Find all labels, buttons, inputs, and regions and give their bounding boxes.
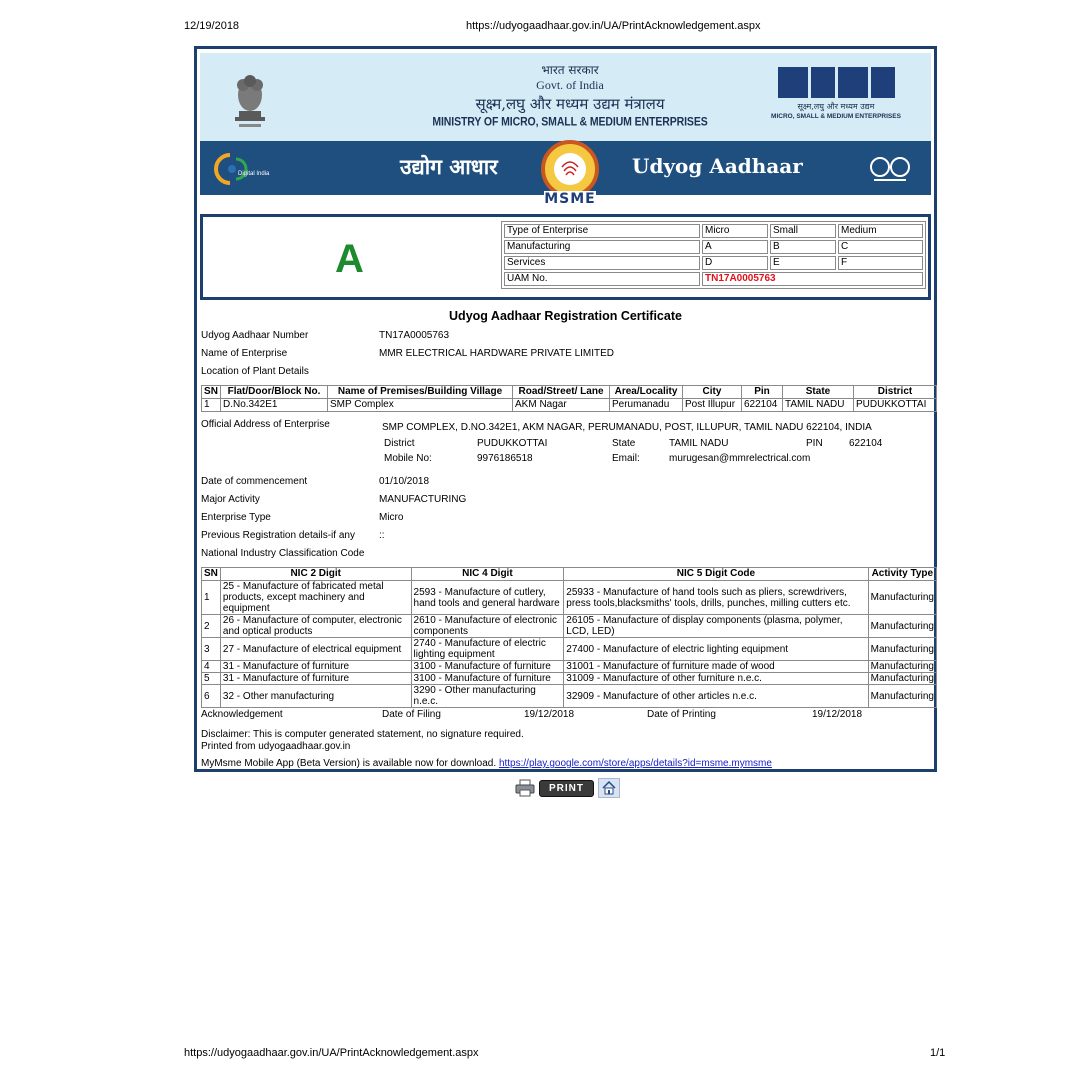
- column-header: Flat/Door/Block No.: [221, 386, 328, 399]
- table-cell: 27 - Manufacture of electrical equipment: [220, 638, 411, 661]
- seal-msme-text: MSME: [544, 191, 596, 207]
- district-label: District: [384, 438, 415, 449]
- home-button[interactable]: [598, 778, 620, 798]
- aadhaar-number: TN17A0005763: [379, 330, 450, 341]
- mobile-app-text: MyMsme Mobile App (Beta Version) is available now for download.: [201, 758, 497, 769]
- column-header: NIC 4 Digit: [411, 568, 564, 581]
- table-cell: Perumanadu: [610, 399, 683, 412]
- table-cell: 2: [202, 615, 221, 638]
- ministry-english: MINISTRY OF MICRO, SMALL & MEDIUM ENTERPRISES: [432, 115, 708, 129]
- official-address-label: Official Address of Enterprise: [201, 419, 330, 430]
- nic-table: [201, 567, 937, 708]
- table-row: [202, 399, 937, 412]
- footer-url: https://udyogaadhaar.gov.in/UA/PrintAcknowledgement.aspx: [184, 1047, 479, 1059]
- table-cell: 26 - Manufacture of computer, electronic and optical products: [220, 615, 411, 638]
- uam-label: UAM No.: [504, 272, 700, 286]
- column-header: Pin: [742, 386, 783, 399]
- table-cell: F: [838, 256, 923, 270]
- column-header: NIC 5 Digit Code: [564, 568, 868, 581]
- email-label: Email:: [612, 453, 640, 464]
- disclaimer: Disclaimer: This is computer generated statement, no signature required.: [201, 729, 524, 740]
- table-header-row: [202, 568, 937, 581]
- table-cell: 32 - Other manufacturing: [220, 685, 411, 708]
- enterprise-name: MMR ELECTRICAL HARDWARE PRIVATE LIMITED: [379, 348, 615, 359]
- table-cell: 3100 - Manufacture of furniture: [411, 661, 564, 673]
- printing-date-label: Date of Printing: [647, 709, 716, 720]
- ministry-banner: [200, 53, 931, 141]
- plant-details-label: Location of Plant Details: [201, 366, 309, 377]
- table-cell: C: [838, 240, 923, 254]
- pin-value: 622104: [849, 438, 883, 449]
- printing-date: 19/12/2018: [812, 709, 863, 720]
- msme-logo-english: MICRO, SMALL & MEDIUM ENTERPRISES: [771, 113, 901, 120]
- mobile-app-link[interactable]: https://play.google.com/store/apps/details?id=msme.mymsme: [498, 758, 772, 769]
- filing-date-label: Date of Filing: [382, 709, 441, 720]
- table-row: [504, 272, 923, 286]
- table-cell: Manufacturing: [868, 685, 936, 708]
- column-header: Name of Premises/Building Village: [328, 386, 513, 399]
- table-cell: 6: [202, 685, 221, 708]
- table-cell: 32909 - Manufacture of other articles n.e.c.: [564, 685, 868, 708]
- pin-label: PIN: [806, 438, 823, 449]
- prev-registration-label: Previous Registration details-if any: [201, 530, 355, 541]
- certificate-frame: [194, 46, 937, 772]
- table-cell: Medium: [838, 224, 923, 238]
- nic-label: National Industry Classification Code: [201, 548, 365, 559]
- official-address: SMP COMPLEX, D.NO.342E1, AKM NAGAR, PERUMANADU, POST, ILLUPUR, TAMIL NADU 622104, INDIA: [382, 422, 872, 433]
- national-emblem-icon: [225, 65, 275, 131]
- print-button[interactable]: PRINT: [539, 780, 594, 797]
- enterprise-category-box: [200, 214, 931, 300]
- print-controls: [515, 778, 620, 798]
- email-value: murugesan@mmrelectrical.com: [669, 453, 811, 464]
- commencement-label: Date of commencement: [201, 476, 308, 487]
- mobile-value: 9976186518: [477, 453, 533, 464]
- table-cell: Micro: [702, 224, 768, 238]
- table-cell: 31009 - Manufacture of other furniture n.e.c.: [564, 673, 868, 685]
- table-cell: Small: [770, 224, 836, 238]
- table-cell: E: [770, 256, 836, 270]
- aadhaar-number-label: Udyog Aadhaar Number: [201, 330, 309, 341]
- table-cell: Manufacturing: [868, 581, 936, 615]
- table-cell: AKM Nagar: [513, 399, 610, 412]
- column-header: Activity Type: [868, 568, 936, 581]
- table-cell: B: [770, 240, 836, 254]
- table-cell: Manufacturing: [868, 638, 936, 661]
- enterprise-type-value: Micro: [379, 512, 404, 523]
- table-cell: Manufacturing: [504, 240, 700, 254]
- mobile-label: Mobile No:: [384, 453, 432, 464]
- table-cell: 622104: [742, 399, 783, 412]
- state-value: TAMIL NADU: [669, 438, 729, 449]
- page-number: 1/1: [930, 1047, 946, 1059]
- udyog-english-title: Udyog Aadhaar: [632, 154, 803, 178]
- major-activity-label: Major Activity: [201, 494, 260, 505]
- table-cell: PUDUKKOTTAI: [854, 399, 937, 412]
- table-cell: Manufacturing: [868, 673, 936, 685]
- filing-date: 19/12/2018: [524, 709, 575, 720]
- table-cell: 25933 - Manufacture of hand tools such as pliers, screwdrivers, press tools,blacksmiths' tools, drills, punches, milling cutters etc.: [564, 581, 868, 615]
- column-header: NIC 2 Digit: [220, 568, 411, 581]
- table-cell: Services: [504, 256, 700, 270]
- column-header: Area/Locality: [610, 386, 683, 399]
- table-row: [504, 240, 923, 254]
- enterprise-type-label: Enterprise Type: [201, 512, 271, 523]
- udyog-hindi-title: उद्योग आधार: [400, 154, 498, 179]
- table-cell: 2740 - Manufacture of electric lighting equipment: [411, 638, 564, 661]
- mobile-app-notice: [201, 758, 772, 769]
- column-header: District: [854, 386, 937, 399]
- acknowledgement-label: Acknowledgement: [201, 709, 283, 720]
- table-cell: Type of Enterprise: [504, 224, 700, 238]
- table-cell: 27400 - Manufacture of electric lighting equipment: [564, 638, 868, 661]
- prev-registration-value: ::: [379, 530, 385, 541]
- table-row: [504, 224, 923, 238]
- table-cell: Manufacturing: [868, 615, 936, 638]
- state-label: State: [612, 438, 636, 449]
- digital-india-label: Digital India: [238, 171, 270, 177]
- msme-logo-icon: [766, 67, 906, 98]
- table-row: [504, 256, 923, 270]
- commencement-value: 01/10/2018: [379, 476, 430, 487]
- table-cell: SMP Complex: [328, 399, 513, 412]
- table-cell: 1: [202, 581, 221, 615]
- table-cell: 5: [202, 673, 221, 685]
- table-row: [202, 581, 937, 615]
- printed-from: Printed from udyogaadhaar.gov.in: [201, 741, 351, 752]
- table-cell: 2610 - Manufacture of electronic components: [411, 615, 564, 638]
- msme-logo: [766, 67, 906, 120]
- home-icon: [602, 781, 616, 795]
- column-header: SN: [202, 386, 221, 399]
- udyog-banner: [200, 141, 931, 207]
- table-row: [202, 673, 937, 685]
- major-activity-value: MANUFACTURING: [379, 494, 467, 505]
- table-cell: D: [702, 256, 768, 270]
- table-row: [202, 685, 937, 708]
- table-cell: D.No.342E1: [221, 399, 328, 412]
- table-cell: 1: [202, 399, 221, 412]
- print-date: 12/19/2018: [184, 20, 240, 32]
- uam-number: TN17A0005763: [702, 272, 923, 286]
- digital-india-icon: [212, 149, 292, 189]
- table-cell: 4: [202, 661, 221, 673]
- table-cell: 2593 - Manufacture of cutlery, hand tools and general hardware: [411, 581, 564, 615]
- table-cell: 26105 - Manufacture of display components (plasma, polymer, LCD, LED): [564, 615, 868, 638]
- print-url: https://udyogaadhaar.gov.in/UA/PrintAcknowledgement.aspx: [466, 20, 761, 32]
- table-cell: 31001 - Manufacture of furniture made of wood: [564, 661, 868, 673]
- category-table: [501, 221, 926, 289]
- gov-hindi: भारत सरकार: [541, 63, 599, 77]
- table-cell: 3: [202, 638, 221, 661]
- certificate-title: Udyog Aadhaar Registration Certificate: [449, 309, 682, 323]
- table-cell: TAMIL NADU: [783, 399, 854, 412]
- table-cell: Post Illupur: [683, 399, 742, 412]
- column-header: SN: [202, 568, 221, 581]
- table-cell: Manufacturing: [868, 661, 936, 673]
- table-cell: 3290 - Other manufacturing n.e.c.: [411, 685, 564, 708]
- category-letter: A: [335, 237, 364, 281]
- table-cell: 25 - Manufacture of fabricated metal products, except machinery and equipment: [220, 581, 411, 615]
- table-header-row: [202, 386, 937, 399]
- column-header: State: [783, 386, 854, 399]
- district-value: PUDUKKOTTAI: [477, 438, 548, 449]
- printer-icon[interactable]: [515, 779, 535, 797]
- column-header: City: [683, 386, 742, 399]
- table-row: [202, 638, 937, 661]
- table-cell: 3100 - Manufacture of furniture: [411, 673, 564, 685]
- enterprise-name-label: Name of Enterprise: [201, 348, 288, 359]
- table-row: [202, 661, 937, 673]
- column-header: Road/Street/ Lane: [513, 386, 610, 399]
- swachh-bharat-icon: [866, 153, 914, 183]
- msme-logo-hindi: सूक्ष्म,लघु और मध्यम उद्यम: [797, 102, 875, 111]
- table-cell: 31 - Manufacture of furniture: [220, 673, 411, 685]
- table-cell: 31 - Manufacture of furniture: [220, 661, 411, 673]
- table-cell: A: [702, 240, 768, 254]
- table-row: [202, 615, 937, 638]
- ministry-hindi: सूक्ष्म,लघु और मध्यम उद्यम मंत्रालय: [475, 95, 665, 113]
- gov-english: Govt. of India: [536, 78, 604, 92]
- plant-location-table: [201, 385, 937, 412]
